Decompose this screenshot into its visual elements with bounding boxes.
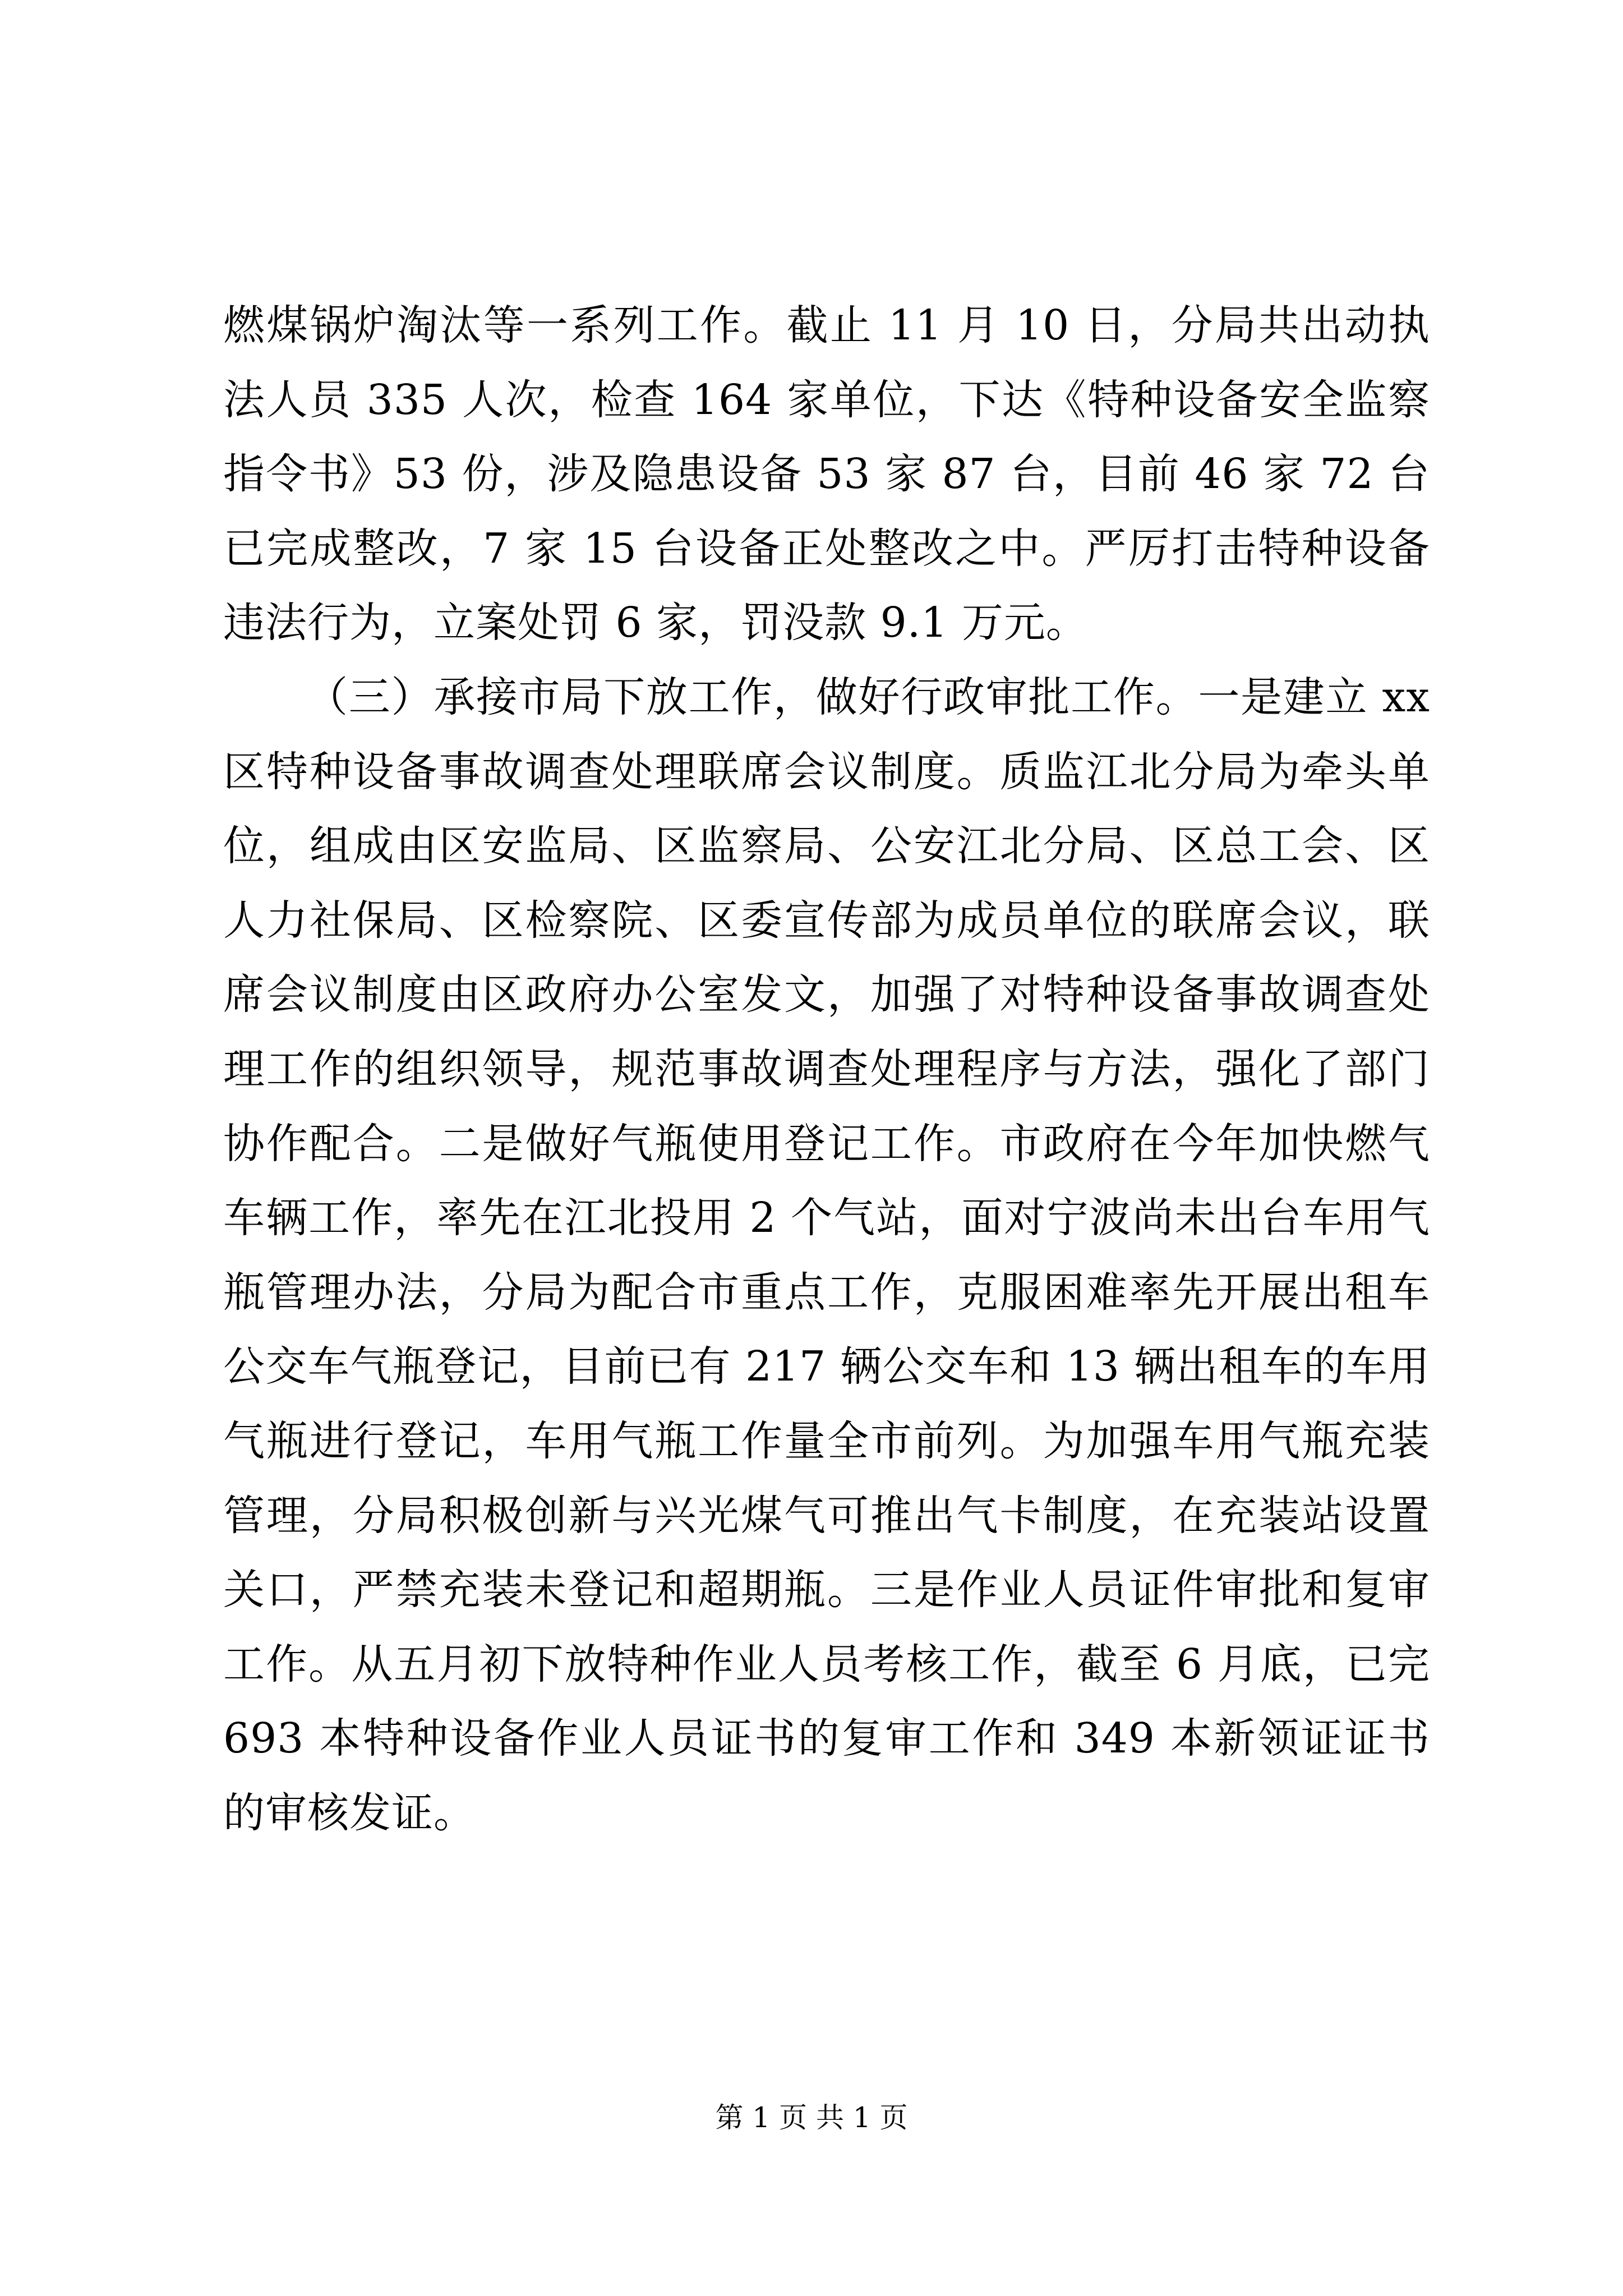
paragraph-2: （三）承接市局下放工作，做好行政审批工作。一是建立 xx 区特种设备事故调查处理联席会议制度。质监江北分局为牵头单位，组成由区安监局、区监察局、公安江北分局、区总工会、区人力社保局、区检察院、区委宣传部为成员单位的联席会议，联席会议制度由区政府办公室发文，加强了对特种设备事故调查处理工作的组织领导，规范事故调查处理程序与方法，强化了部门协作配合。二是做好气瓶使用登记工作。市政府在今年加快燃气车辆工作，率先在江北投用 2 个气站，面对宁波尚未出台车用气瓶管理办法，分局为配合市重点工作，克服困难率先开展出租车公交车气瓶登记，目前已有 217 辆公交车和 13 辆出租车的车用气瓶进行登记，车用气瓶工作量全市前列。为加强车用气瓶充装管理，分局积极创新与兴光煤气可推出气卡制度，在充装站设置关口，严禁充装未登记和超期瓶。三是作业人员证件审批和复审工作。从五月初下放特种作业人员考核工作，截至 6 月底，已完 693 本特种设备作业人员证书的复审工作和 349 本新领证证书的审核发证。 (223, 673, 1430, 1837)
document-body (223, 288, 1430, 1850)
page-footer: 第 1 页 共 1 页 (715, 2101, 908, 2134)
paragraph-1: 燃煤锅炉淘汰等一系列工作。截止 11 月 10 日，分局共出动执法人员 335 人次，检查 164 家单位，下达《特种设备安全监察指令书》53 份，涉及隐患设备 53 家 87 台，目前 46 家 72 台已完成整改，7 家 15 台设备正处整改之中。严厉打击特种设备违法行为，立案处罚 6 家，罚没款 9.1 万元。 (223, 301, 1430, 647)
